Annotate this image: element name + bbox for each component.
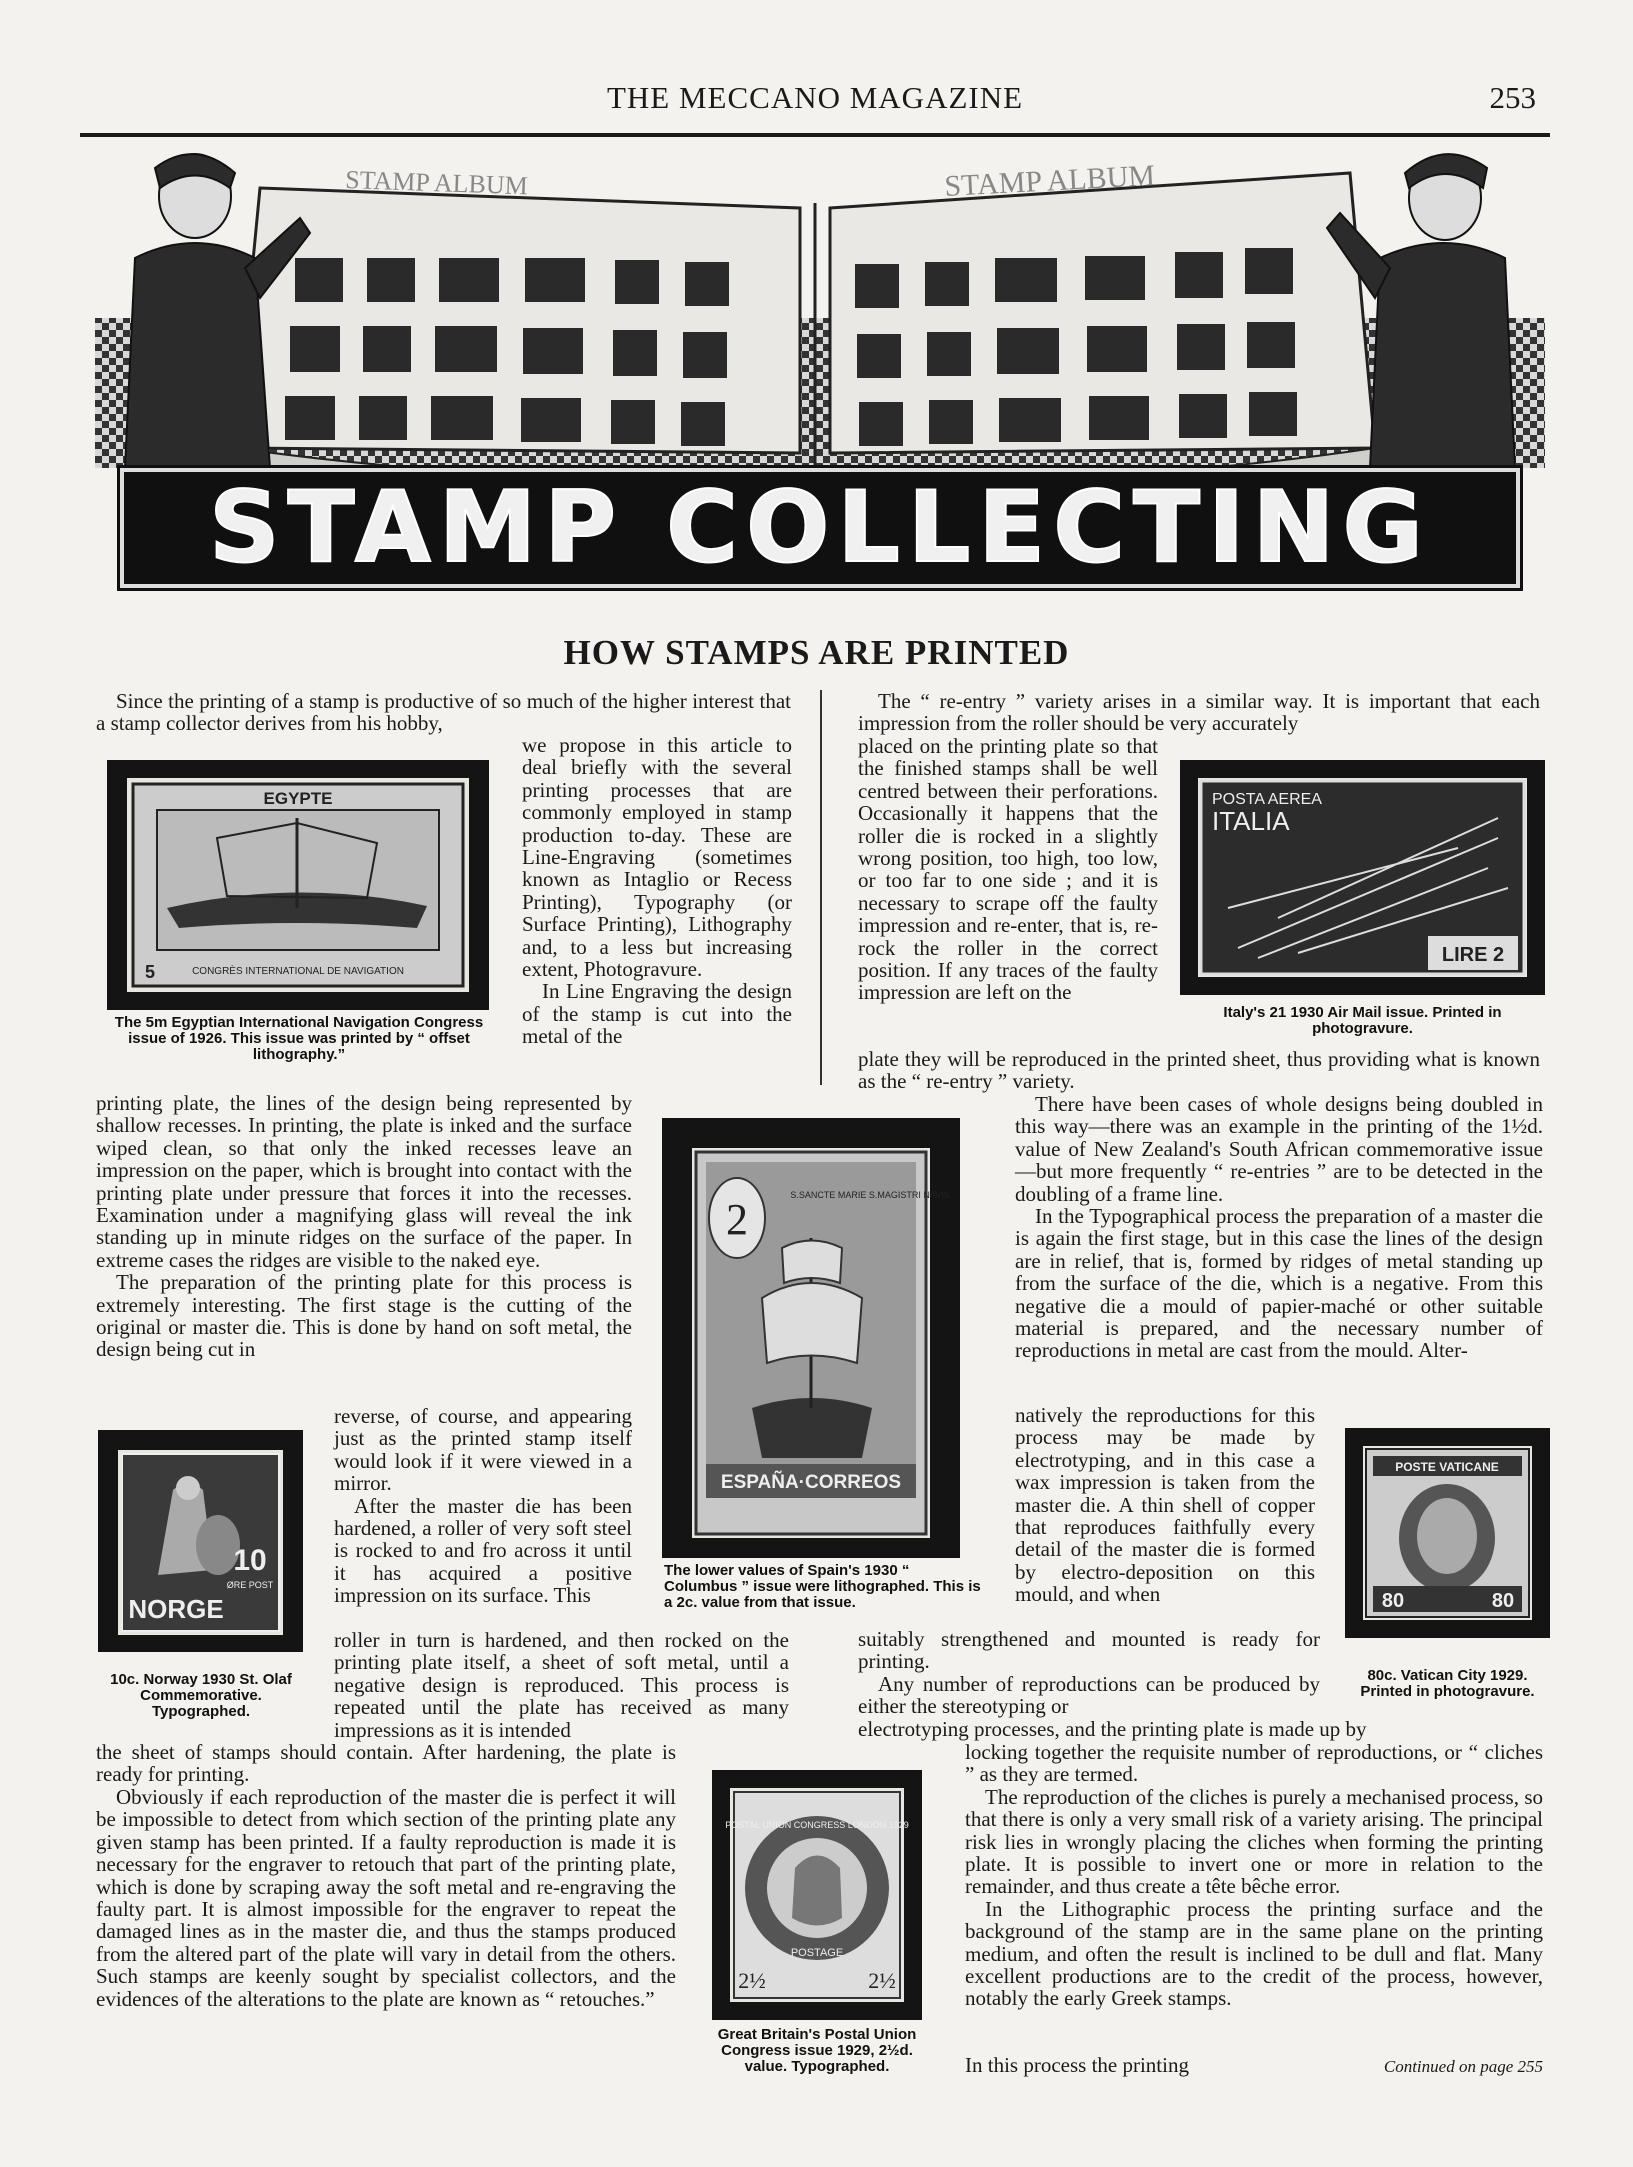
para-re-entry-intro: The “ re-entry ” variety arises in a similar way. It is important that each impression from the roller should be very accurately — [858, 689, 1540, 736]
vatican-stamp — [1363, 1446, 1532, 1620]
para-re-entry-result: plate they will be reproduced in the printed sheet, thus providing what is known as the “ re-entry ” variety. — [858, 1047, 1540, 1094]
para-plate-made-up: electrotyping processes, and the printing plate is made up by — [858, 1717, 1367, 1741]
spain-stamp-bottom: ESPAÑA·CORREOS — [720, 1472, 902, 1493]
egypt-stamp — [127, 778, 469, 992]
page-number: 253 — [1489, 80, 1536, 115]
norway-stamp-frame — [98, 1430, 303, 1652]
spain-stamp-value: 2 — [726, 1195, 748, 1244]
egypt-caption: The 5m Egyptian International Navigation Congress issue of 1926. This issue was printed by “ offset lithography.” — [114, 1014, 484, 1063]
norway-stamp-ore: ØRE POST — [226, 1580, 274, 1590]
gb-stamp — [725, 1788, 909, 2002]
norway-caption: 10c. Norway 1930 St. Olaf Commemorative. Typographed. — [110, 1671, 292, 1720]
vatican-stamp-value-left: 80 — [1381, 1590, 1405, 1612]
header-rule — [80, 133, 1550, 137]
para-final: In this process the printing Continued on page 255 — [965, 2053, 1543, 2077]
para-electrotyping: natively the reproductions for this process may be made by electrotyping, and in this case a wax impression is taken from the master die. A thin shell of copper that reproduces faithfully every detail of the master die is formed by electro-deposition on this mould, and when — [1015, 1403, 1315, 1607]
article-headline: HOW STAMPS ARE PRINTED — [563, 633, 1070, 672]
italy-stamp-country: ITALIA — [1212, 806, 1290, 836]
norway-stamp-value: 10 — [233, 1544, 267, 1577]
album-right-label: STAMP ALBUM — [943, 159, 1156, 203]
gb-stamp-frame — [712, 1770, 922, 2020]
gb-stamp-value-right: 2½ — [868, 1968, 896, 1993]
column-divider — [820, 690, 822, 1085]
page-header — [80, 80, 1550, 130]
italy-caption: Italy's 21 1930 Air Mail issue. Printed in photogravure. — [1223, 1004, 1502, 1037]
para-die: reverse, of course, and appearing just as the printed stamp itself would look if it were viewed in a mirror. After the master die has been hardened, a roller of very soft steel is rocked to and fro across it until it has acquired a positive impression on its surface. This — [334, 1404, 632, 1608]
norway-stamp — [118, 1450, 283, 1635]
spain-stamp-ship: S.SANCTE MARIE S.MAGISTRI NAVIS — [790, 1190, 950, 1200]
gb-stamp-value-left: 2½ — [738, 1968, 766, 1993]
title-text: STAMP COLLECTING — [209, 471, 1431, 585]
para-retouches: Obviously if each reproduction of the master die is perfect it will be impossible to detect from which section of the printing plate any given stamp has been printed. If a faulty reproduction is made it is necessary for the engraver to retouch that part of the printing plate, which is done by scraping away the soft metal and re-engraving the faulty part. It is almost impossible for the engraver to repeat the damaged lines as in the master die, and thus the stamps produced from the altered part of the plate will vary in detail from the others. Such stamps are keenly sought by specialist collectors, and the evidences of the alterations to the plate are known as “ retouches.” — [96, 1785, 676, 2011]
para-hardening: the sheet of stamps should contain. After hardening, the plate is ready for printing. — [96, 1740, 676, 1787]
italy-stamp — [1198, 778, 1527, 977]
para-processes: we propose in this article to deal briefly with the several printing processes that are commonly employed in stamp production to-day. These are Line-Engraving (sometimes known as Intaglio or Recess Printing), Typography (or Surface Printing), Lithography and, to a less but increasing extent, Photogravure. In Line Engraving the design of the stamp is cut into the metal of the — [522, 733, 792, 1049]
egypt-stamp-value: 5 — [145, 962, 156, 982]
para-typography: There have been cases of whole designs being doubled in this way—there was an example in the printing of the 1½d. value of New Zealand's South African commemorative issue—but more frequently “ re-entries ” are to be detected in the doubling of a frame line. In the Typographical process the preparation of a master die is again the first stage, but in this case the lines of the design are in relief, that is, formed by ridges of metal standing up from the surface of the die, which is a negative. From this negative die a mould of papier-maché or other suitable material is prepared, and the necessary number of reproductions in metal are cast from the mould. Alter- — [1015, 1092, 1543, 1363]
continued-link[interactable]: Continued on page 255 — [1383, 2057, 1543, 2076]
vatican-caption: 80c. Vatican City 1929. Printed in photogravure. — [1360, 1667, 1535, 1700]
spain-stamp-frame — [662, 1118, 960, 1558]
para-mounted: suitably strengthened and mounted is ready for printing. Any number of reproductions can be produced by either the stereotyping or — [858, 1627, 1320, 1719]
vatican-stamp-frame — [1345, 1428, 1550, 1638]
italy-stamp-value: LIRE 2 — [1441, 944, 1505, 966]
stamp-collecting-title — [120, 468, 1520, 588]
magazine-title: THE MECCANO MAGAZINE — [606, 80, 1024, 115]
para-re-entry: placed on the printing plate so that the finished stamps shall be well centred between their perforations. Occasionally it happens that the roller die is rocked in a slightly wrong position, too high, too low, or too far to one side ; and it is necessary to scrape off the faulty impression and re-enter, that is, re-rock the roller in the correct position. If any traces of the faulty impression are left on the — [858, 734, 1158, 1005]
gb-caption: Great Britain's Postal Union Congress issue 1929, 2½d. value. Typographed. — [717, 2026, 917, 2075]
italy-stamp-top: POSTA AEREA — [1212, 791, 1322, 808]
gb-stamp-ring: POSTAL UNION CONGRESS LONDON 1929 — [725, 1820, 909, 1830]
italy-stamp-frame — [1180, 760, 1545, 995]
spain-caption: The lower values of Spain's 1930 “ Columbus ” issue were lithographed. This is a 2c. value from that issue. — [664, 1562, 981, 1611]
para-line-engraving: printing plate, the lines of the design being represented by shallow recesses. In printing, the plate is inked and the surface wiped clean, so that only the inked recesses leave an impression on the paper, which is brought into contact with the printing plate under pressure that forces it into the recesses. Examination under a magnifying glass will reveal the ink standing up in minute ridges on the surface of the paper. In extreme cases the ridges are visible to the naked eye. The preparation of the printing plate for this process is extremely interesting. The first stage is the cutting of the original or master die. This is done by hand on soft metal, the design being cut in — [96, 1091, 632, 1362]
spain-stamp — [692, 1148, 950, 1538]
gb-stamp-postage: POSTAGE — [790, 1947, 844, 1959]
vatican-stamp-value-right: 80 — [1491, 1590, 1515, 1612]
para-roller: roller in turn is hardened, and then rocked on the printing plate itself, a sheet of soft metal, until a negative design is reproduced. This process is repeated until the plate has received as many impressions as it is intended — [334, 1628, 789, 1742]
egypt-stamp-top: EGYPTE — [263, 789, 333, 808]
egypt-stamp-bottom: CONGRÈS INTERNATIONAL DE NAVIGATION — [192, 966, 404, 977]
norway-stamp-country: NORGE — [128, 1594, 224, 1624]
vatican-stamp-top: POSTE VATICANE — [1395, 1460, 1499, 1474]
intro-paragraph: Since the printing of a stamp is productive of so much of the higher interest that a stamp collector derives from his hobby, — [96, 689, 791, 736]
para-cliches: locking together the requisite number of reproductions, or “ cliches ” as they are termed. The reproduction of the cliches is purely a mechanised process, so that there is only a very small risk of a variety arising. The principal risk lies in wrongly placing the cliches when forming the printing plate. It is possible to invert one or more in relation to the remainder, and thus create a tête bêche error. In the Lithographic process the printing surface and the background of the stamp are in the same plane on the printing medium, and often the result is inclined to be dull and flat. Many excellent productions are to the credit of the process, however, notably the early Greek stamps. — [965, 1740, 1543, 2011]
egypt-stamp-frame — [107, 760, 489, 1010]
album-left-label: STAMP ALBUM — [344, 165, 529, 201]
